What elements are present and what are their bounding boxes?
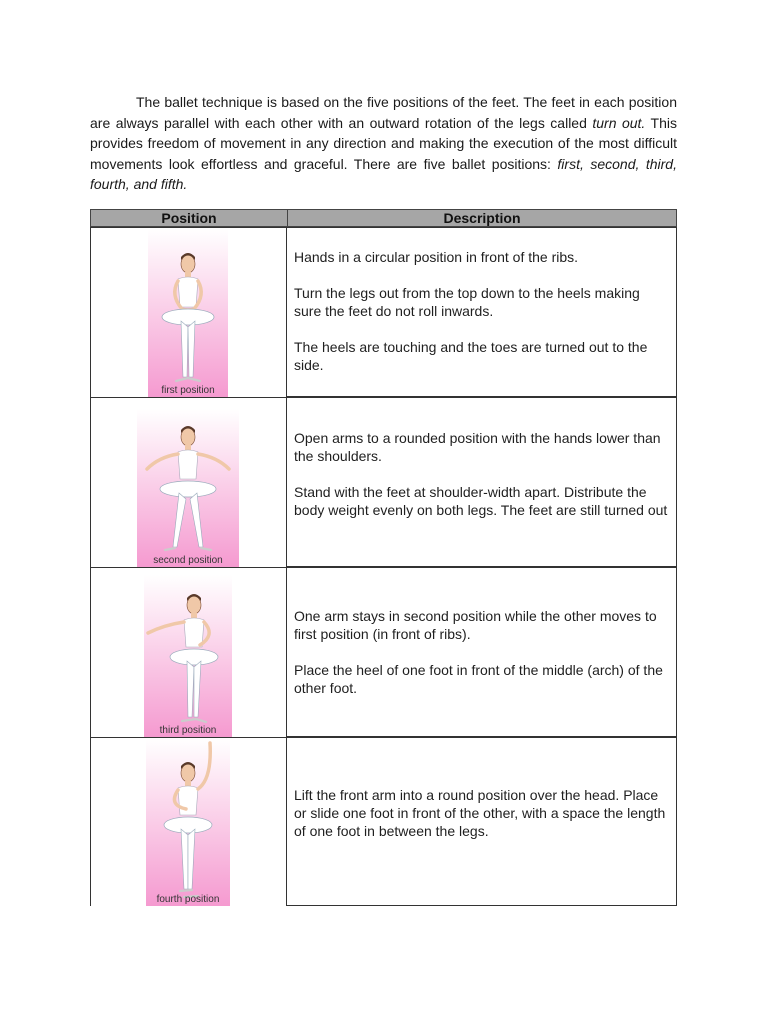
description-text	[294, 429, 669, 537]
table-row-second	[90, 397, 677, 567]
intro-text-2: This provides freedom of movement in any direction and making the execution of the most difficult movements look effortless and graceful. There are five ballet positions:	[90, 114, 677, 172]
table-header	[90, 209, 677, 227]
description-cell	[286, 227, 677, 397]
description-paragraph: Stand with the feet at shoulder-width apart. Distribute the body weight evenly on both legs. The feet are still turned out	[294, 484, 668, 518]
ballerina-second-icon	[137, 409, 239, 567]
description-paragraph: One arm stays in second position while the other moves to first position (in front of ribs).	[294, 608, 657, 642]
ballerina-first-icon	[148, 229, 228, 397]
description-cell	[286, 737, 677, 906]
description-paragraph: Open arms to a rounded position with the hands lower than the shoulders.	[294, 430, 661, 464]
ballerina-fourth-icon	[146, 739, 230, 906]
first-position-figure	[148, 229, 228, 397]
row-divider	[90, 227, 677, 228]
description-cell	[286, 567, 677, 737]
description-paragraph: Place the heel of one foot in front of the middle (arch) of the other foot.	[294, 662, 663, 696]
figure-caption: first position	[161, 385, 215, 396]
figure-caption: third position	[159, 725, 217, 736]
description-paragraph: Turn the legs out from the top down to the heels making sure the feet do not roll inwards.	[294, 285, 640, 319]
description-text	[294, 607, 669, 715]
intro-italic-2: first, second, third, fourth, and fifth.	[90, 155, 677, 192]
description-paragraph: The heels are touching and the toes are turned out to the side.	[294, 339, 648, 373]
description-text	[294, 786, 669, 858]
header-description: Description	[443, 210, 521, 226]
figure-caption: fourth position	[156, 894, 220, 905]
description-paragraph: Hands in a circular position in front of the ribs.	[294, 249, 579, 265]
intro-italic-1: turn out.	[592, 114, 646, 131]
figure-caption: second position	[153, 555, 223, 566]
header-position: Position	[91, 210, 288, 226]
table-row-fourth	[90, 737, 677, 906]
description-paragraph: Lift the front arm into a round position over the head. Place or slide one foot in front of the other, with a space the length of one foot in between the legs.	[294, 787, 666, 839]
table-row-third	[90, 567, 677, 737]
second-position-figure	[137, 409, 239, 567]
ballet-positions-table	[90, 209, 677, 906]
description-text	[294, 248, 669, 392]
fourth-position-figure	[146, 739, 230, 906]
third-position-figure	[144, 575, 232, 737]
ballerina-third-icon	[144, 575, 232, 737]
intro-text-1: The ballet technique is based on the five positions of the feet. The feet in each position are always parallel with each other with an outward rotation of the legs called	[90, 94, 677, 131]
table-row-first	[90, 227, 677, 397]
intro-paragraph	[90, 92, 677, 195]
description-cell	[286, 397, 677, 567]
